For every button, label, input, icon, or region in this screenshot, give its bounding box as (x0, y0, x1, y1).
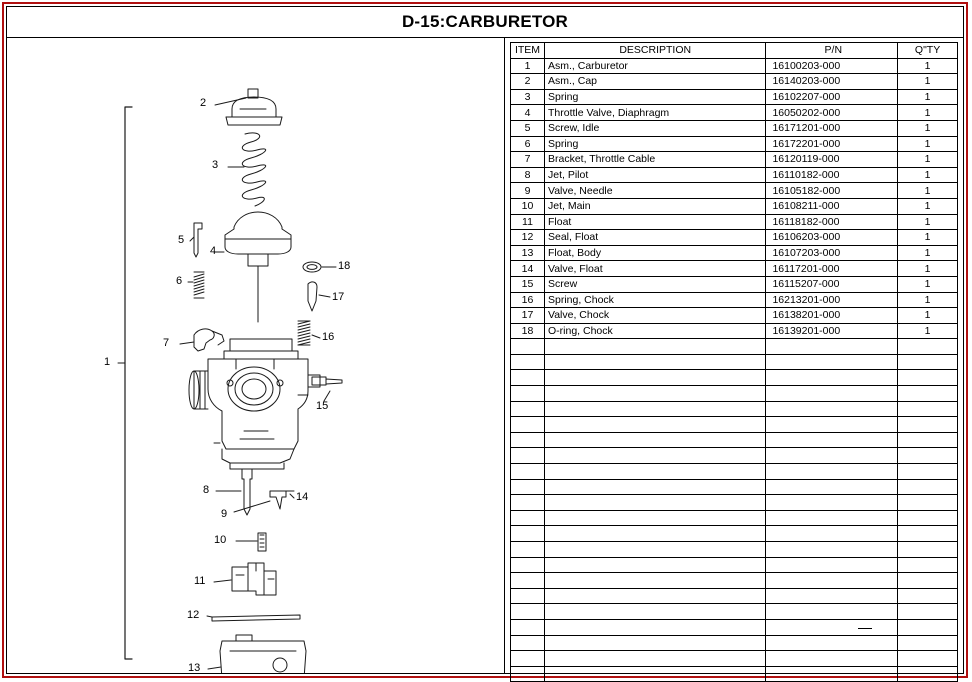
cell-description: Spring, Chock (544, 292, 765, 308)
cell-empty (544, 651, 765, 667)
cell-empty (766, 651, 898, 667)
table-row (511, 323, 958, 339)
callout-2: 2 (200, 97, 207, 109)
cell-pn: 16050202-000 (766, 105, 898, 121)
table-row (511, 230, 958, 246)
cell-empty (898, 510, 958, 526)
table-row-empty (511, 495, 958, 511)
cell-empty (766, 604, 898, 620)
callout-6: 6 (176, 275, 183, 287)
cell-item: 11 (511, 214, 545, 230)
callout-3: 3 (212, 159, 219, 171)
table-row-empty (511, 401, 958, 417)
cell-empty (898, 635, 958, 651)
cell-description: Valve, Chock (544, 308, 765, 324)
callout-16: 16 (322, 331, 335, 343)
table-header-row (511, 43, 958, 59)
cell-item: 1 (511, 58, 545, 74)
cell-item: 2 (511, 74, 545, 90)
callout-9: 9 (221, 508, 228, 520)
table-row-empty (511, 557, 958, 573)
table-row-empty (511, 635, 958, 651)
callout-11: 11 (194, 575, 206, 587)
cell-empty (544, 464, 765, 480)
cell-empty (511, 432, 545, 448)
column-header-pn: P/N (766, 43, 898, 59)
cell-empty (766, 464, 898, 480)
cell-empty (766, 448, 898, 464)
callout-14: 14 (296, 491, 309, 503)
vertical-divider (504, 38, 505, 674)
cell-empty (511, 604, 545, 620)
cell-empty (544, 339, 765, 355)
cell-qty: 1 (898, 120, 958, 136)
cell-pn: 16106203-000 (766, 230, 898, 246)
table-row-empty (511, 448, 958, 464)
cell-item: 6 (511, 136, 545, 152)
cell-empty (766, 526, 898, 542)
cell-item: 9 (511, 183, 545, 199)
cell-pn: 16110182-000 (766, 167, 898, 183)
cell-description: O-ring, Chock (544, 323, 765, 339)
cell-empty (898, 417, 958, 433)
cell-description: Valve, Needle (544, 183, 765, 199)
table-row (511, 105, 958, 121)
table-row (511, 245, 958, 261)
table-row-empty (511, 526, 958, 542)
cell-item: 3 (511, 89, 545, 105)
cell-item: 18 (511, 323, 545, 339)
cell-pn: 16107203-000 (766, 245, 898, 261)
page-title-bar (7, 7, 963, 38)
cell-qty: 1 (898, 292, 958, 308)
cell-empty (544, 432, 765, 448)
cell-empty (766, 370, 898, 386)
table-row-empty (511, 588, 958, 604)
table-row-empty (511, 604, 958, 620)
cell-description: Spring (544, 136, 765, 152)
cell-empty (511, 464, 545, 480)
cell-empty (898, 604, 958, 620)
cell-empty (766, 386, 898, 402)
table-row-empty (511, 479, 958, 495)
cell-empty (766, 339, 898, 355)
table-row-empty (511, 510, 958, 526)
cell-pn: 16100203-000 (766, 58, 898, 74)
cell-empty (898, 448, 958, 464)
cell-empty (766, 510, 898, 526)
cell-empty (544, 557, 765, 573)
cell-empty (898, 542, 958, 558)
cell-empty (511, 417, 545, 433)
cell-description: Float (544, 214, 765, 230)
cell-description: Throttle Valve, Diaphragm (544, 105, 765, 121)
cell-empty (898, 651, 958, 667)
cell-qty: 1 (898, 105, 958, 121)
cell-empty (898, 464, 958, 480)
table-body (511, 58, 958, 682)
cell-empty (766, 666, 898, 682)
cell-item: 14 (511, 261, 545, 277)
cell-empty (511, 573, 545, 589)
table-row (511, 308, 958, 324)
cell-description: Asm., Cap (544, 74, 765, 90)
cell-empty (898, 370, 958, 386)
page-title: D-15:CARBURETOR (401, 12, 569, 31)
cell-empty (898, 557, 958, 573)
column-header-description: DESCRIPTION (544, 43, 765, 59)
cell-pn: 16120119-000 (766, 152, 898, 168)
cell-empty (511, 448, 545, 464)
cell-empty (898, 495, 958, 511)
diagram-drawing (8, 39, 503, 673)
cell-empty (511, 557, 545, 573)
cell-pn: 16172201-000 (766, 136, 898, 152)
cell-empty (766, 417, 898, 433)
cell-empty (766, 401, 898, 417)
cell-empty (898, 588, 958, 604)
cell-empty (511, 479, 545, 495)
cell-item: 17 (511, 308, 545, 324)
cell-empty (766, 588, 898, 604)
cell-empty (766, 573, 898, 589)
stray-pencil-mark (858, 628, 872, 629)
callout-10: 10 (214, 534, 227, 546)
cell-empty (544, 588, 765, 604)
cell-empty (511, 619, 545, 635)
cell-empty (511, 542, 545, 558)
table-row-empty (511, 619, 958, 635)
cell-empty (898, 573, 958, 589)
cell-empty (511, 339, 545, 355)
cell-qty: 1 (898, 214, 958, 230)
callout-1: 1 (104, 356, 111, 368)
cell-item: 13 (511, 245, 545, 261)
cell-item: 15 (511, 276, 545, 292)
cell-qty: 1 (898, 74, 958, 90)
cell-empty (544, 604, 765, 620)
callout-12: 12 (187, 609, 200, 621)
cell-pn: 16117201-000 (766, 261, 898, 277)
cell-empty (544, 542, 765, 558)
cell-description: Valve, Float (544, 261, 765, 277)
cell-empty (766, 495, 898, 511)
cell-pn: 16105182-000 (766, 183, 898, 199)
cell-pn: 16108211-000 (766, 198, 898, 214)
cell-empty (544, 386, 765, 402)
cell-empty (898, 339, 958, 355)
cell-empty (766, 635, 898, 651)
cell-empty (544, 370, 765, 386)
cell-empty (766, 432, 898, 448)
cell-empty (511, 495, 545, 511)
column-header-item: ITEM (511, 43, 545, 59)
table-row-empty (511, 573, 958, 589)
cell-empty (766, 557, 898, 573)
table-row-empty (511, 666, 958, 682)
cell-empty (511, 510, 545, 526)
exploded-parts-diagram (8, 39, 503, 673)
cell-empty (511, 354, 545, 370)
table-row (511, 261, 958, 277)
cell-empty (511, 651, 545, 667)
cell-description: Float, Body (544, 245, 765, 261)
cell-description: Asm., Carburetor (544, 58, 765, 74)
cell-empty (544, 417, 765, 433)
cell-item: 8 (511, 167, 545, 183)
table-row (511, 136, 958, 152)
cell-pn: 16139201-000 (766, 323, 898, 339)
cell-item: 4 (511, 105, 545, 121)
table-row (511, 74, 958, 90)
table-row-empty (511, 651, 958, 667)
table-row-empty (511, 386, 958, 402)
cell-empty (544, 510, 765, 526)
cell-description: Jet, Main (544, 198, 765, 214)
cell-pn: 16140203-000 (766, 74, 898, 90)
table-row (511, 58, 958, 74)
column-header-qty: Q"TY (898, 43, 958, 59)
cell-empty (511, 370, 545, 386)
cell-description: Seal, Float (544, 230, 765, 246)
cell-empty (544, 619, 765, 635)
cell-empty (544, 526, 765, 542)
table-row-empty (511, 464, 958, 480)
cell-qty: 1 (898, 152, 958, 168)
callout-5: 5 (178, 234, 185, 246)
cell-qty: 1 (898, 245, 958, 261)
cell-qty: 1 (898, 230, 958, 246)
cell-description: Screw, Idle (544, 120, 765, 136)
cell-pn: 16171201-000 (766, 120, 898, 136)
cell-description: Bracket, Throttle Cable (544, 152, 765, 168)
cell-empty (544, 448, 765, 464)
cell-qty: 1 (898, 183, 958, 199)
cell-item: 7 (511, 152, 545, 168)
table-row (511, 292, 958, 308)
cell-empty (544, 401, 765, 417)
cell-empty (898, 526, 958, 542)
cell-empty (544, 354, 765, 370)
cell-qty: 1 (898, 89, 958, 105)
callout-18: 18 (338, 260, 351, 272)
cell-qty: 1 (898, 261, 958, 277)
cell-qty: 1 (898, 58, 958, 74)
cell-pn: 16138201-000 (766, 308, 898, 324)
callout-8: 8 (203, 484, 210, 496)
cell-empty (898, 432, 958, 448)
cell-empty (511, 666, 545, 682)
table-row (511, 167, 958, 183)
cell-empty (544, 573, 765, 589)
cell-description: Screw (544, 276, 765, 292)
cell-empty (766, 354, 898, 370)
cell-pn: 16102207-000 (766, 89, 898, 105)
cell-empty (898, 666, 958, 682)
cell-qty: 1 (898, 276, 958, 292)
callout-7: 7 (163, 337, 170, 349)
cell-pn: 16118182-000 (766, 214, 898, 230)
cell-empty (898, 619, 958, 635)
callout-4: 4 (210, 245, 217, 257)
cell-empty (898, 354, 958, 370)
table-row (511, 276, 958, 292)
table-row-empty (511, 339, 958, 355)
table-row (511, 89, 958, 105)
cell-description: Spring (544, 89, 765, 105)
cell-pn: 16213201-000 (766, 292, 898, 308)
cell-qty: 1 (898, 198, 958, 214)
table-row (511, 214, 958, 230)
table-row (511, 183, 958, 199)
cell-empty (898, 479, 958, 495)
cell-empty (544, 635, 765, 651)
table-row-empty (511, 417, 958, 433)
parts-list-table (510, 42, 958, 682)
cell-qty: 1 (898, 323, 958, 339)
table-row (511, 120, 958, 136)
cell-empty (544, 495, 765, 511)
cell-empty (766, 542, 898, 558)
table-row (511, 198, 958, 214)
cell-empty (544, 666, 765, 682)
table-row-empty (511, 542, 958, 558)
cell-empty (898, 401, 958, 417)
cell-empty (544, 479, 765, 495)
cell-item: 12 (511, 230, 545, 246)
table-row-empty (511, 370, 958, 386)
cell-item: 10 (511, 198, 545, 214)
cell-empty (766, 619, 898, 635)
cell-empty (511, 401, 545, 417)
cell-qty: 1 (898, 136, 958, 152)
cell-description: Jet, Pilot (544, 167, 765, 183)
cell-pn: 16115207-000 (766, 276, 898, 292)
cell-empty (898, 386, 958, 402)
callout-17: 17 (332, 291, 345, 303)
cell-empty (511, 635, 545, 651)
cell-qty: 1 (898, 308, 958, 324)
callout-15: 15 (316, 400, 329, 412)
callout-13: 13 (188, 662, 201, 674)
table-row-empty (511, 354, 958, 370)
cell-empty (511, 526, 545, 542)
cell-empty (766, 479, 898, 495)
cell-empty (511, 588, 545, 604)
cell-empty (511, 386, 545, 402)
table-row-empty (511, 432, 958, 448)
cell-item: 16 (511, 292, 545, 308)
table-row (511, 152, 958, 168)
cell-qty: 1 (898, 167, 958, 183)
cell-item: 5 (511, 120, 545, 136)
